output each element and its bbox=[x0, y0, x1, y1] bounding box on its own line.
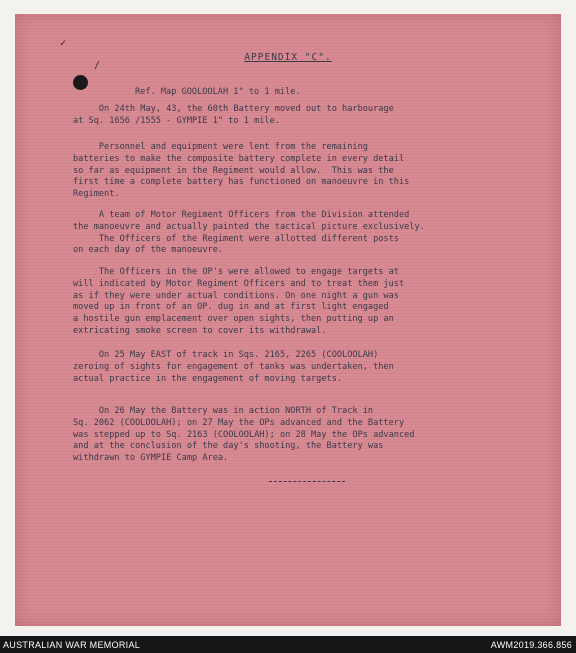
closing-rule bbox=[269, 481, 345, 482]
paragraph-2: Personnel and equipment were lent from the remaining batteries to make the composite battery complete in every detail so far as equipment in the Regiment would allow. This was the first time a complete battery has functioned on manoeuvre in this Regiment. bbox=[73, 142, 410, 200]
punch-hole bbox=[73, 75, 88, 90]
paragraph-5: On 25 May EAST of track in Sqs. 2165, 2265 (COOLOOLAH) zeroing of sights for engagement of tanks was undertaken, then actual practice in the engagement of moving targets. bbox=[73, 350, 394, 384]
paragraph-6: On 26 May the Battery was in action NORTH of Track in Sq. 2062 (COOLOOLAH); on 27 May the OPs advanced and the Battery was stepped up to Sq. 2163 (COOLOOLAH); on 28 May the OPs advanced and at the conclusion of the day's shooting, the Battery was withdrawn to GYMPIE Camp Area. bbox=[73, 406, 415, 464]
footer-accession-number: AWM2019.366.856 bbox=[490, 640, 572, 650]
paragraph-1: On 24th May, 43, the 60th Battery moved out to harbourage at Sq. 1656 /1555 - GYMPIE 1" to 1 mile. bbox=[73, 104, 394, 126]
document-title: APPENDIX "C". bbox=[244, 52, 332, 63]
paragraph-4: The Officers in the OP's were allowed to engage targets at will indicated by Motor Regiment Officers and to treat them just as if they were under actual conditions. On one night a gun was moved up in front of an OP. dug in and at first light engaged a hostile gun emplacement over open sights, then putting up an extricating smoke screen to cover its withdrawal. bbox=[73, 267, 405, 336]
footer-credit: AUSTRALIAN WAR MEMORIAL bbox=[3, 640, 141, 650]
paragraph-3: A team of Motor Regiment Officers from the Division attended the manoeuvre and actually painted the tactical picture exclusively. The Officers of the Regiment were allotted different posts on each day of the manoeuvre. bbox=[73, 210, 425, 256]
pen-mark: / bbox=[94, 60, 101, 71]
pen-mark: ✓ bbox=[60, 38, 67, 49]
document-page bbox=[15, 14, 561, 626]
map-reference: Ref. Map GOOLOOLAH 1" to 1 mile. bbox=[135, 87, 301, 97]
